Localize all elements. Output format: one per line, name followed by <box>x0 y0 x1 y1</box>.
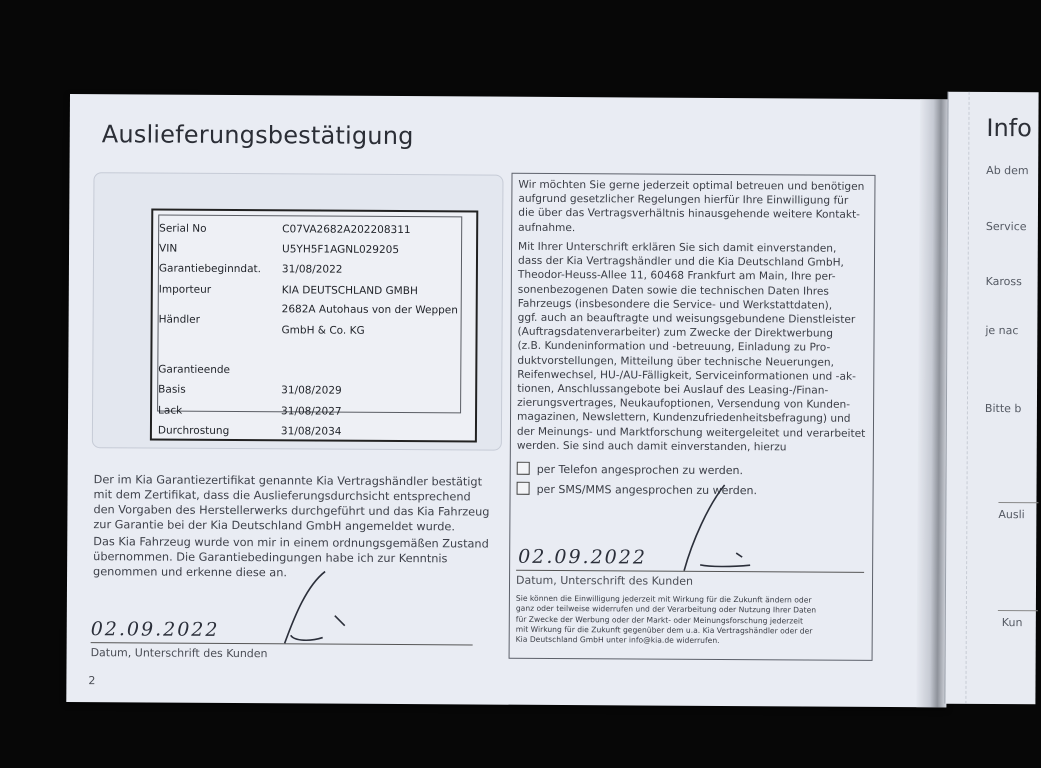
next-page-label: Service <box>985 219 1027 234</box>
fine-print-line: Kia Deutschland GmbH unter info@kia.de widerrufen. <box>515 634 720 646</box>
next-page-label: Kaross <box>985 274 1022 289</box>
consent-line: ggf. auch an beauftragte und weisungsgebundene Dienstleister <box>517 311 856 326</box>
label-key-warranty-end: Garantieende <box>158 363 231 376</box>
consent-line: aufgrund gesetzlicher Regelungen hierfür Ihre Einwilligung für <box>518 192 849 207</box>
service-booklet <box>66 94 950 707</box>
delivery-line: den Vorgaben des Herstellerwerks durchgeführt und das Kia Fahrzeug <box>93 503 490 519</box>
delivery-line: zur Garantie bei der Kia Deutschland GmbH angemeldet wurde. <box>93 518 456 534</box>
consent-line: tionen, Anschlussangebote bei Auslauf des Leasing-/Finan- <box>517 382 829 397</box>
consent-line: Wir möchten Sie gerne jederzeit optimal betreuen und benötigen <box>518 178 865 193</box>
customer-signature-right <box>678 475 789 576</box>
warranty-certificate-label <box>150 208 478 442</box>
fine-print-line: mit Wirkung für die Zukunft gegenüber dem u.a. Kia Vertragshändler oder der <box>515 624 813 636</box>
next-page-label: Bitte b <box>984 401 1022 416</box>
page-number: 2 <box>88 674 96 688</box>
customer-signature-left <box>277 565 378 656</box>
label-value-paint: 31/08/2027 <box>281 405 342 418</box>
next-page-line <box>998 610 1038 611</box>
consent-line: Mit Ihrer Unterschrift erklären Sie sich damit einverstanden, <box>518 240 837 255</box>
consent-line: duktvorstellungen, Mitteilung über technische Neuerungen, <box>517 354 835 369</box>
sms-consent-checkbox[interactable] <box>517 482 530 495</box>
label-key-vin: VIN <box>159 242 178 255</box>
next-page-label: Ab dem <box>986 163 1029 178</box>
consent-line: der Meinungs- und Marktforschung weitergeleitet und verarbeitet <box>516 425 866 440</box>
acceptance-line: Das Kia Fahrzeug wurde von mir in einem ordnungsgemäßen Zustand <box>93 535 489 551</box>
label-value-corrosion: 31/08/2034 <box>280 425 342 438</box>
consent-line: aufnahme. <box>518 221 576 234</box>
next-page-label: Ausli <box>998 508 1025 522</box>
page-title: Auslieferungsbestätigung <box>101 120 414 151</box>
consent-line: sonenbezogenen Daten sowie die technischen Daten Ihres <box>517 283 830 298</box>
next-page-label: Kun <box>1001 616 1023 630</box>
label-value-vin: U5YH5F1AGNL029205 <box>282 243 400 257</box>
next-page-label: je nac <box>985 323 1019 338</box>
consent-line: magazinen, Newslettern, Kundenzufriedenheitsbefragung) und <box>516 411 851 426</box>
next-page <box>944 92 1038 704</box>
signature-label-right: Datum, Unterschrift des Kunden <box>515 573 694 588</box>
consent-line: dass der Kia Vertragshändler und die Kia Deutschland GmbH, <box>517 254 844 269</box>
label-key-warranty-start: Garantiebeginndat. <box>158 262 262 276</box>
label-key-paint: Lack <box>158 404 183 417</box>
label-value-dealer: 2682A Autohaus von der Weppen <box>281 303 458 317</box>
marketing-consent-box <box>509 173 876 661</box>
consent-line: zierungsvertrages, Neukaufoptionen, Versendung von Kunden- <box>517 396 851 412</box>
label-value-dealer-line2: GmbH & Co. KG <box>281 324 365 337</box>
consent-line: Fahrzeugs (insbesondere die Service- und Werkstattdaten), <box>517 297 833 312</box>
label-value-importer: KIA DEUTSCHLAND GMBH <box>281 284 418 298</box>
handwritten-date-left: 02.09.2022 <box>90 618 220 641</box>
label-value-serial: C07VA2682A202208311 <box>282 223 411 237</box>
delivery-line: Der im Kia Garantiezertifikat genannte Kia Vertragshändler bestätigt <box>93 473 483 489</box>
fine-print-line: für Zwecke der Werbung oder der Markt- oder Meinungsforschung jederzeit <box>515 614 804 626</box>
consent-line: Theodor-Heuss-Allee 11, 60468 Frankfurt am Main, Ihre per- <box>517 269 836 284</box>
consent-body <box>517 240 867 455</box>
label-value-warranty-start: 31/08/2022 <box>281 263 343 276</box>
handwritten-date-right: 02.09.2022 <box>518 545 648 569</box>
consent-line: (Auftragsdatenverarbeiter) zum Zwecke der Direktwerbung <box>517 325 834 340</box>
next-page-line <box>998 502 1038 503</box>
delivery-line: mit dem Zertifikat, dass die Auslieferungsdurchsicht entsprechend <box>93 488 471 504</box>
revocation-fine-print <box>516 594 817 647</box>
consent-line: (z.B. Kundeninformation und -betreuung, Einladung zu Pro- <box>517 340 831 355</box>
acceptance-line: übernommen. Die Garantiebedingungen habe ich zur Kenntnis <box>93 550 448 566</box>
fine-print-line: ganz oder teilweise widerrufen und der Verarbeitung oder Nutzung Ihrer Daten <box>515 604 817 615</box>
next-page-heading: Info <box>986 113 1032 143</box>
label-key-serial: Serial No <box>159 222 207 235</box>
label-key-importer: Importeur <box>158 283 212 296</box>
label-key-dealer: Händler <box>158 313 201 326</box>
consent-line: Reifenwechsel, HU-/AU-Fälligkeit, Serviceinformationen und -ak- <box>517 368 856 383</box>
acceptance-line: genommen und erkenne diese an. <box>93 565 288 580</box>
label-key-corrosion: Durchrostung <box>157 424 230 437</box>
phone-consent-label: per Telefon angesprochen zu werden. <box>536 462 744 478</box>
consent-intro <box>518 178 864 237</box>
label-key-basis: Basis <box>158 383 186 396</box>
sms-consent-label: per SMS/MMS angesprochen zu werden. <box>536 482 758 498</box>
fine-print-line: Sie können die Einwilligung jederzeit mit Wirkung für die Zukunft ändern oder <box>515 593 812 605</box>
signature-label-left: Datum, Unterschrift des Kunden <box>90 646 268 661</box>
label-value-basis: 31/08/2029 <box>281 384 342 397</box>
consent-line: werden. Sie sind auch damit einverstanden, hierzu <box>516 439 787 454</box>
delivery-paragraph <box>93 472 489 534</box>
consent-line: die über das Vertragsverhältnis hinausgehende weitere Kontakt- <box>518 207 861 222</box>
page-perforation <box>951 92 969 704</box>
phone-consent-checkbox[interactable] <box>517 462 530 475</box>
